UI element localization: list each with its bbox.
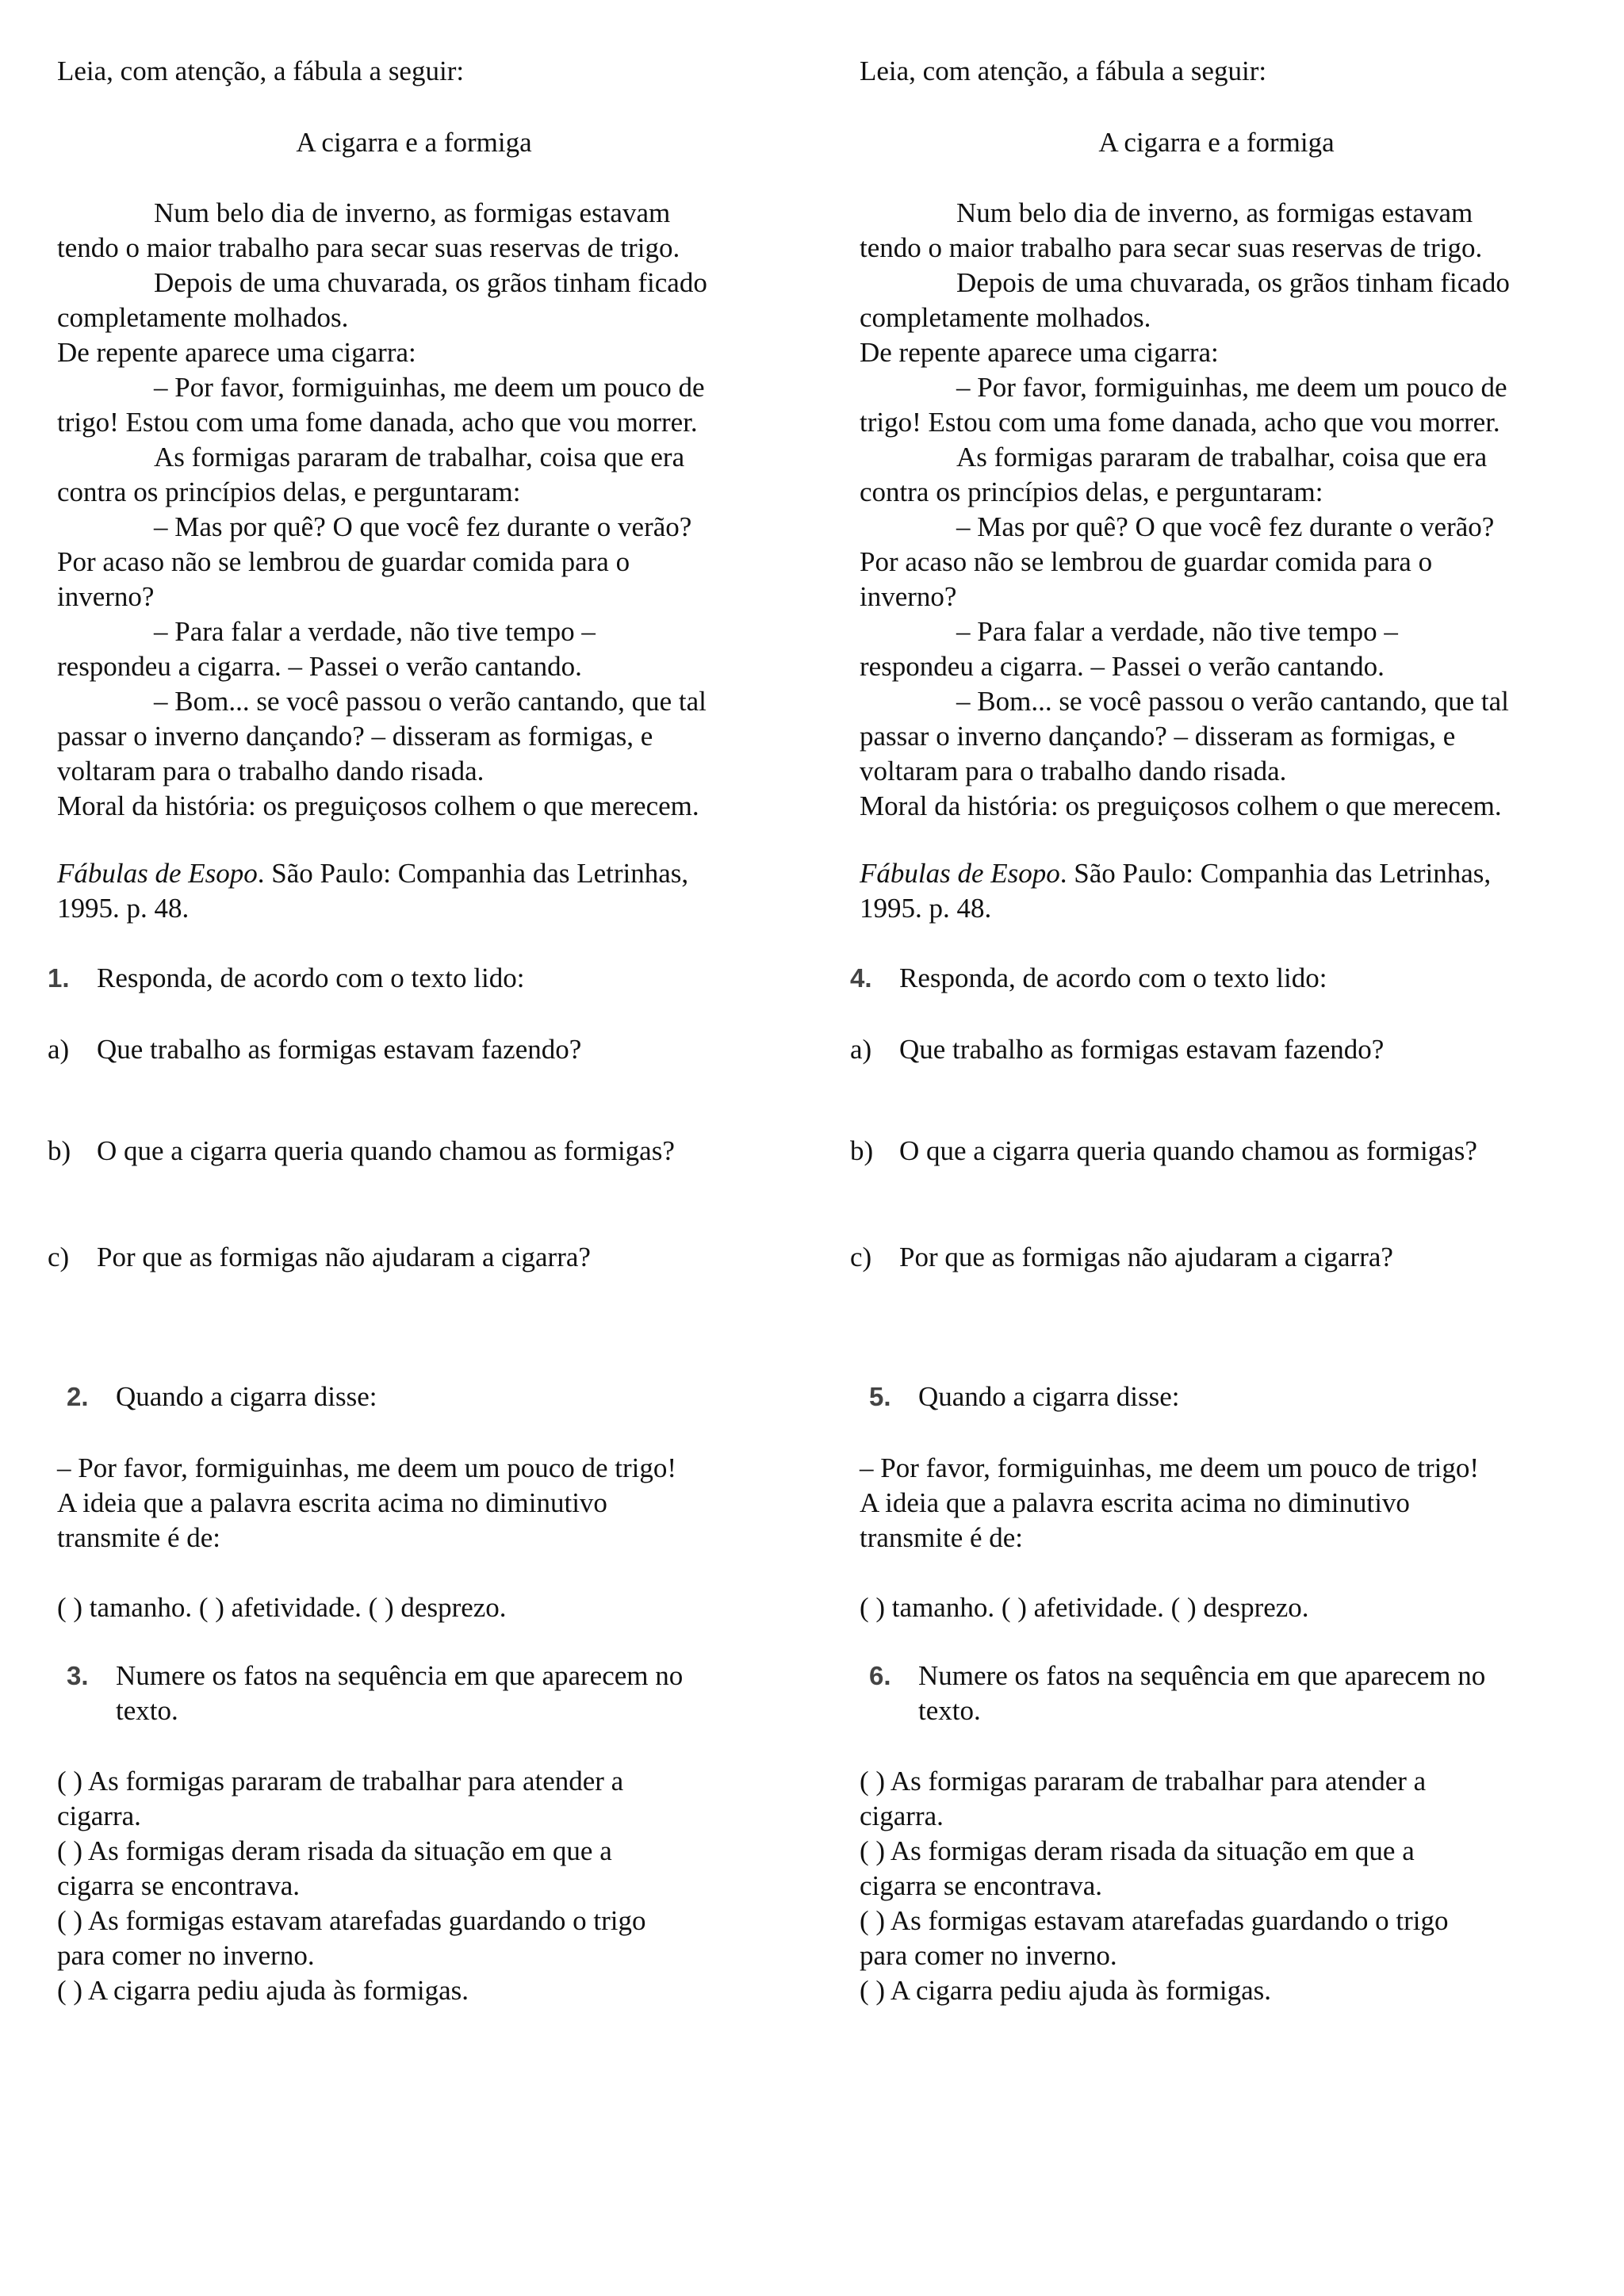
story-line: – Por favor, formiguinhas, me deem um pouco de xyxy=(154,372,705,403)
question-text-line: texto. xyxy=(918,1695,981,1726)
story-line: – Bom... se você passou o verão cantando, que tal xyxy=(154,686,707,717)
source-book-title: Fábulas de Esopo xyxy=(57,858,258,889)
item-label: c) xyxy=(48,1242,70,1272)
story-line: – Por favor, formiguinhas, me deem um pouco de xyxy=(956,372,1507,403)
fable-title: A cigarra e a formiga xyxy=(296,127,532,158)
story-line: – Para falar a verdade, não tive tempo – xyxy=(154,616,596,647)
fact-line: ( ) As formigas estavam atarefadas guardando o trigo xyxy=(860,1905,1449,1936)
question-text-line: A ideia que a palavra escrita acima no diminutivo xyxy=(57,1487,607,1518)
fact-line: cigarra se encontrava. xyxy=(57,1870,301,1901)
fact-line: ( ) A cigarra pediu ajuda às formigas. xyxy=(860,1975,1271,2006)
intro-text: Leia, com atenção, a fábula a seguir: xyxy=(57,55,465,86)
story-line: Depois de uma chuvarada, os grãos tinham ficado xyxy=(956,267,1510,298)
question-text: Numere os fatos na sequência em que aparecem no xyxy=(918,1660,1486,1691)
question-number: 1. xyxy=(48,963,70,993)
intro-text: Leia, com atenção, a fábula a seguir: xyxy=(860,55,1267,86)
worksheet-column-left xyxy=(48,0,802,2296)
story-line: De repente aparece uma cigarra: xyxy=(57,337,416,368)
story-line: voltaram para o trabalho dando risada. xyxy=(860,756,1287,786)
question-number: 3. xyxy=(67,1661,89,1690)
question-number: 6. xyxy=(869,1661,891,1690)
story-line: completamente molhados. xyxy=(57,302,349,333)
story-line: respondeu a cigarra. – Passei o verão cantando. xyxy=(57,651,582,682)
source-citation xyxy=(57,856,688,891)
story-line: tendo o maior trabalho para secar suas reservas de trigo. xyxy=(860,232,1483,263)
story-line: contra os princípios delas, e perguntaram: xyxy=(57,476,521,507)
question-text-line: A ideia que a palavra escrita acima no diminutivo xyxy=(860,1487,1410,1518)
question-text: Quando a cigarra disse: xyxy=(918,1381,1180,1412)
moral-line: Moral da história: os preguiçosos colhem o que merecem. xyxy=(57,790,699,821)
source-publisher: . São Paulo: Companhia das Letrinhas, xyxy=(257,858,689,889)
source-publisher: . São Paulo: Companhia das Letrinhas, xyxy=(1059,858,1492,889)
fact-line: para comer no inverno. xyxy=(57,1940,315,1971)
story-line: contra os princípios delas, e perguntaram: xyxy=(860,476,1323,507)
fact-line: cigarra. xyxy=(860,1800,944,1831)
quote-line: – Por favor, formiguinhas, me deem um pouco de trigo! xyxy=(57,1452,677,1483)
story-line: Num belo dia de inverno, as formigas estavam xyxy=(154,197,671,228)
item-text: O que a cigarra queria quando chamou as formigas? xyxy=(899,1135,1477,1166)
item-text: Por que as formigas não ajudaram a cigarra? xyxy=(899,1242,1393,1272)
story-line: passar o inverno dançando? – disseram as formigas, e xyxy=(860,721,1456,752)
question-number: 4. xyxy=(850,963,872,993)
story-line: completamente molhados. xyxy=(860,302,1151,333)
source-year: 1995. p. 48. xyxy=(860,893,992,924)
story-line: Por acaso não se lembrou de guardar comida para o xyxy=(860,546,1433,577)
source-year: 1995. p. 48. xyxy=(57,893,190,924)
item-text: O que a cigarra queria quando chamou as formigas? xyxy=(97,1135,675,1166)
story-line: – Mas por quê? O que você fez durante o verão? xyxy=(956,511,1495,542)
item-label: c) xyxy=(850,1242,872,1272)
fact-line: ( ) As formigas deram risada da situação em que a xyxy=(860,1835,1415,1866)
fact-line: ( ) A cigarra pediu ajuda às formigas. xyxy=(57,1975,469,2006)
item-text: Que trabalho as formigas estavam fazendo? xyxy=(899,1034,1385,1065)
moral-line: Moral da história: os preguiçosos colhem o que merecem. xyxy=(860,790,1502,821)
story-line: Por acaso não se lembrou de guardar comida para o xyxy=(57,546,630,577)
item-text: Por que as formigas não ajudaram a cigarra? xyxy=(97,1242,591,1272)
story-line: respondeu a cigarra. – Passei o verão cantando. xyxy=(860,651,1385,682)
question-number: 2. xyxy=(67,1382,89,1411)
item-text: Que trabalho as formigas estavam fazendo? xyxy=(97,1034,582,1065)
question-text: Numere os fatos na sequência em que aparecem no xyxy=(116,1660,684,1691)
story-line: As formigas pararam de trabalhar, coisa que era xyxy=(956,442,1488,473)
fable-title: A cigarra e a formiga xyxy=(1098,127,1335,158)
quote-line: – Por favor, formiguinhas, me deem um pouco de trigo! xyxy=(860,1452,1480,1483)
fact-line: cigarra. xyxy=(57,1800,141,1831)
story-line: Num belo dia de inverno, as formigas estavam xyxy=(956,197,1473,228)
item-label: b) xyxy=(48,1135,71,1166)
item-label: b) xyxy=(850,1135,874,1166)
question-text: Quando a cigarra disse: xyxy=(116,1381,377,1412)
fact-line: ( ) As formigas deram risada da situação em que a xyxy=(57,1835,612,1866)
story-line: As formigas pararam de trabalhar, coisa que era xyxy=(154,442,685,473)
story-line: trigo! Estou com uma fome danada, acho que vou morrer. xyxy=(57,407,698,438)
question-number: 5. xyxy=(869,1382,891,1411)
question-text-line: transmite é de: xyxy=(57,1522,221,1553)
story-line: – Bom... se você passou o verão cantando, que tal xyxy=(956,686,1509,717)
story-line: – Para falar a verdade, não tive tempo – xyxy=(956,616,1398,647)
answer-options: ( ) tamanho. ( ) afetividade. ( ) desprezo. xyxy=(860,1592,1309,1623)
item-label: a) xyxy=(850,1034,872,1065)
story-line: inverno? xyxy=(860,581,957,612)
story-line: inverno? xyxy=(57,581,155,612)
question-text-line: texto. xyxy=(116,1695,178,1726)
story-line: trigo! Estou com uma fome danada, acho que vou morrer. xyxy=(860,407,1500,438)
story-line: voltaram para o trabalho dando risada. xyxy=(57,756,485,786)
fact-line: ( ) As formigas pararam de trabalhar para atender a xyxy=(860,1766,1427,1797)
answer-options: ( ) tamanho. ( ) afetividade. ( ) desprezo. xyxy=(57,1592,507,1623)
question-text: Responda, de acordo com o texto lido: xyxy=(899,962,1327,993)
story-line: De repente aparece uma cigarra: xyxy=(860,337,1219,368)
question-text-line: transmite é de: xyxy=(860,1522,1024,1553)
item-label: a) xyxy=(48,1034,70,1065)
worksheet-column-right xyxy=(850,0,1605,2296)
story-line: Depois de uma chuvarada, os grãos tinham ficado xyxy=(154,267,707,298)
story-line: passar o inverno dançando? – disseram as formigas, e xyxy=(57,721,653,752)
fact-line: cigarra se encontrava. xyxy=(860,1870,1103,1901)
story-line: – Mas por quê? O que você fez durante o verão? xyxy=(154,511,692,542)
fact-line: ( ) As formigas pararam de trabalhar para atender a xyxy=(57,1766,624,1797)
fact-line: ( ) As formigas estavam atarefadas guardando o trigo xyxy=(57,1905,646,1936)
fact-line: para comer no inverno. xyxy=(860,1940,1117,1971)
story-line: tendo o maior trabalho para secar suas reservas de trigo. xyxy=(57,232,680,263)
source-citation xyxy=(860,856,1491,891)
source-book-title: Fábulas de Esopo xyxy=(860,858,1060,889)
question-text: Responda, de acordo com o texto lido: xyxy=(97,962,525,993)
